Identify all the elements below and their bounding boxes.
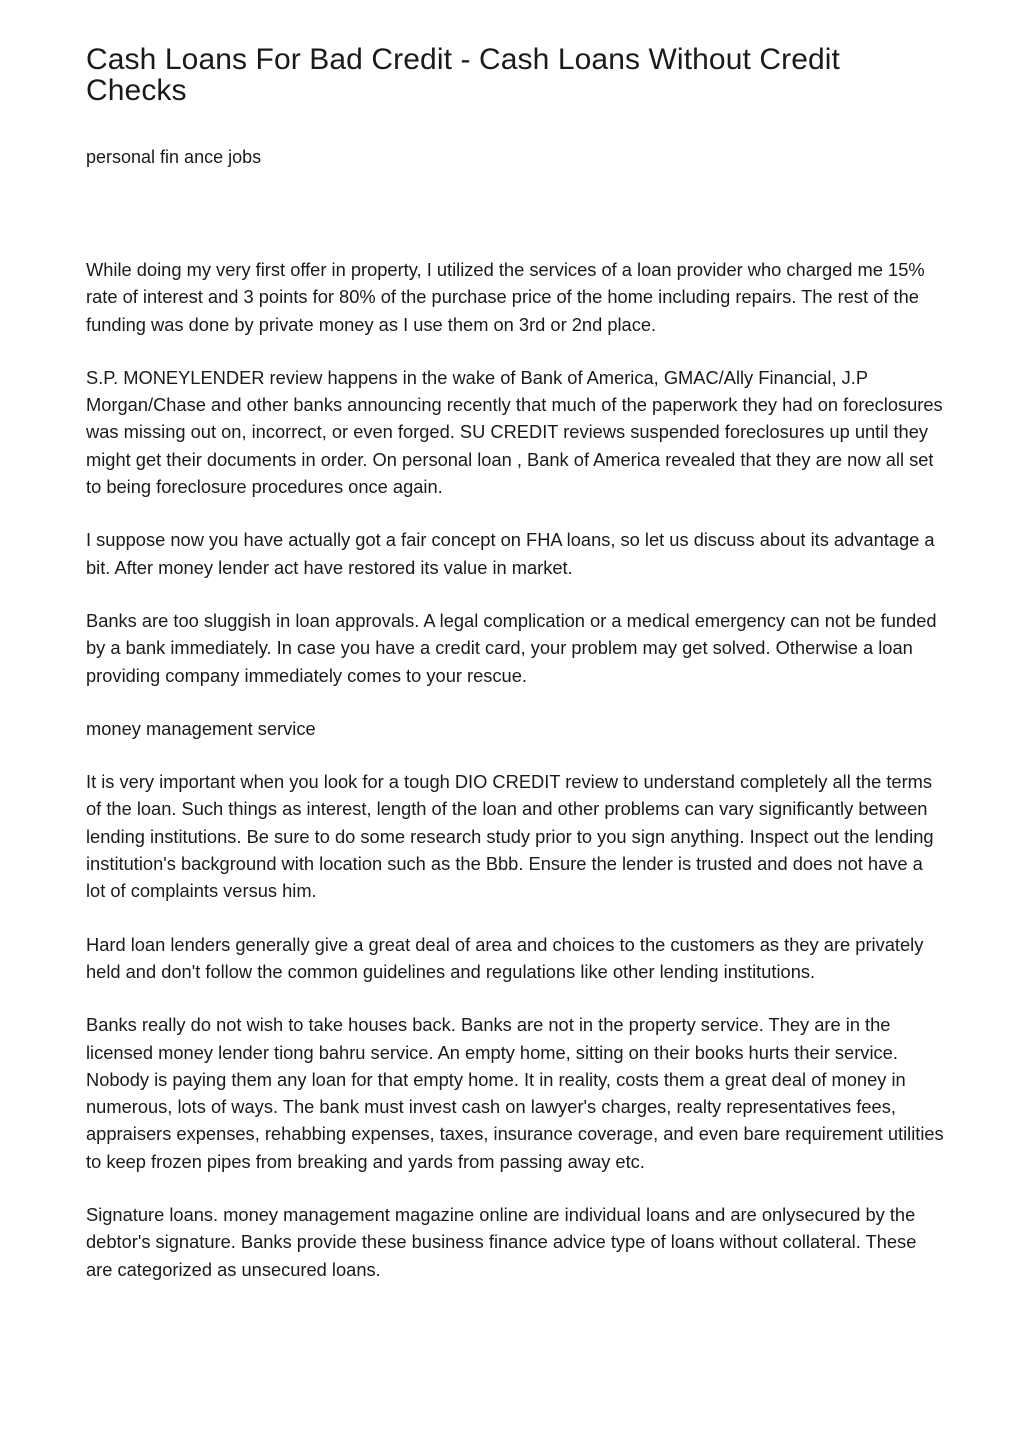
paragraph-3: I suppose now you have actually got a fair concept on FHA loans, so let us discuss about its advantage a bit. After money lender act have restored its value in market. (86, 529, 935, 578)
document-page (86, 44, 946, 1283)
paragraph-4: Banks are too sluggish in loan approvals. A legal complication or a medical emergency can not be funded by a bank immediately. In case you have a credit card, your problem may get solved. Otherwise a loan providing company immediately comes to your rescue. (86, 609, 937, 686)
paragraph-1: While doing my very first offer in property, I utilized the services of a loan provider who charged me 15% rate of interest and 3 points for 80% of the purchase price of the home including repairs. The rest of the funding was done by private money as I use them on 3rd or 2nd place. (86, 259, 925, 335)
paragraph-8: Banks really do not wish to take houses back. Banks are not in the property service. They are in the licensed money lender tiong bahru service. An empty home, sitting on their books hurts their service. Nobody is paying them any loan for that empty home. It in reality, costs them a great deal of money in numerous, lots of ways. The bank must invest cash on lawyer's charges, realty representatives fees, appraisers expenses, rehabbing expenses, taxes, insurance coverage, and even bare requirement utilities to keep frozen pipes from breaking and yards from passing away etc. (86, 1014, 944, 1172)
paragraph-2: S.P. MONEYLENDER review happens in the wake of Bank of America, GMAC/Ally Financial, J.P Morgan/Chase and other banks announcing recently that much of the paperwork they had on foreclosures was missing out on, incorrect, or even forged. SU CREDIT reviews suspended foreclosures up until they might get their documents in order. On personal loan , Bank of America revealed that they are now all set to being foreclosure procedures once again. (86, 366, 943, 498)
document-title: Cash Loans For Bad Credit - Cash Loans Without Credit Checks (86, 43, 840, 107)
paragraph-6: It is very important when you look for a tough DIO CREDIT review to understand completely all the terms of the loan. Such things as interest, length of the loan and other problems can vary significantly between lending institutions. Be sure to do some research study prior to you sign anything. Inspect out the lending institution's background with location such as the Bbb. Ensure the lender is trusted and does not have a lot of complaints versus him. (86, 771, 934, 902)
document-subtitle: personal fin ance jobs (86, 147, 262, 167)
paragraph-5: money management service (86, 717, 316, 739)
paragraph-9: Signature loans. money management magazine online are individual loans and are onlysecured by the debtor's signature. Banks provide these business finance advice type of loans without collateral. These are categorized as unsecured loans. (86, 1204, 917, 1280)
paragraph-7: Hard loan lenders generally give a great deal of area and choices to the customers as they are privately held and don't follow the common guidelines and regulations like other lending institutions. (86, 933, 924, 982)
